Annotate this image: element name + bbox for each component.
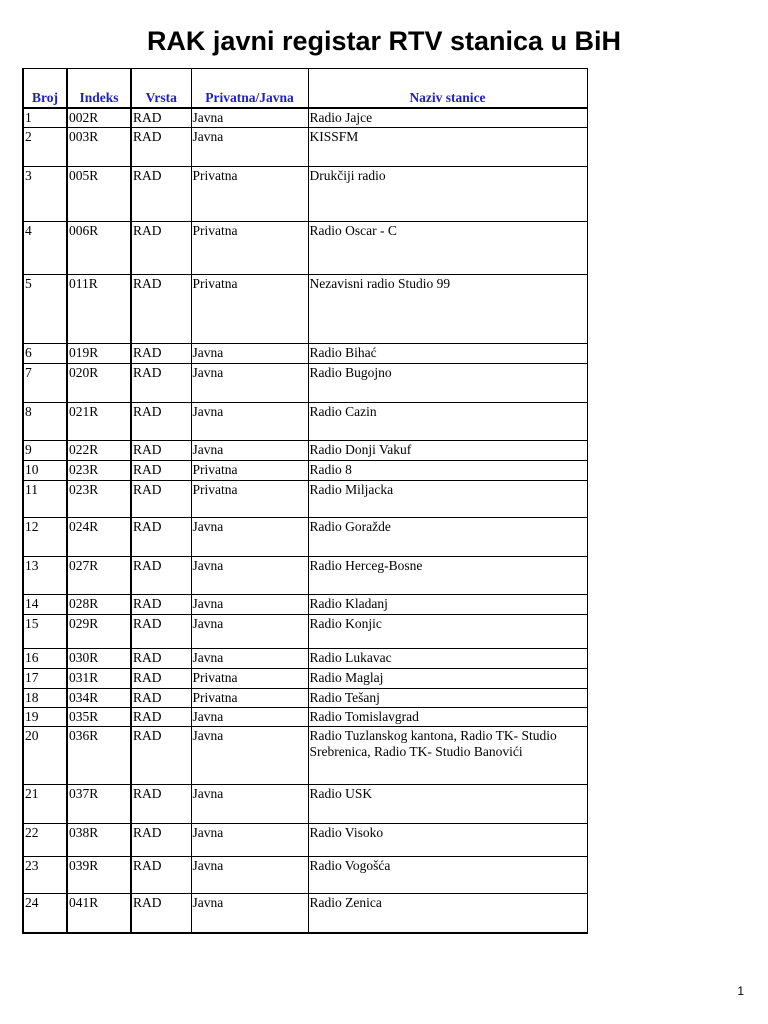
cell-naziv: Radio Cazin: [308, 402, 587, 440]
cell-naziv: Radio Bugojno: [308, 363, 587, 402]
cell-indeks: 011R: [67, 274, 131, 343]
table-row: [23, 480, 587, 517]
cell-naziv: Drukčiji radio: [308, 166, 587, 221]
cell-vrsta: RAD: [131, 274, 191, 343]
cell-naziv: Radio Konjic: [308, 614, 587, 648]
cell-broj: 23: [23, 856, 67, 893]
header-naziv-stanice: Naziv stanice: [308, 69, 587, 109]
cell-vrsta: RAD: [131, 363, 191, 402]
cell-broj: 4: [23, 221, 67, 274]
cell-indeks: 031R: [67, 668, 131, 688]
cell-indeks: 021R: [67, 402, 131, 440]
cell-privatna-javna: Javna: [191, 343, 308, 363]
cell-indeks: 030R: [67, 648, 131, 668]
cell-vrsta: RAD: [131, 648, 191, 668]
cell-broj: 6: [23, 343, 67, 363]
cell-broj: 7: [23, 363, 67, 402]
table-row: [23, 440, 587, 460]
cell-indeks: 002R: [67, 108, 131, 127]
header-indeks: Indeks: [67, 69, 131, 109]
cell-privatna-javna: Javna: [191, 726, 308, 784]
cell-vrsta: RAD: [131, 856, 191, 893]
cell-vrsta: RAD: [131, 127, 191, 166]
cell-indeks: 024R: [67, 517, 131, 556]
table-row: [23, 614, 587, 648]
cell-indeks: 019R: [67, 343, 131, 363]
cell-privatna-javna: Javna: [191, 127, 308, 166]
cell-indeks: 023R: [67, 460, 131, 480]
cell-indeks: 028R: [67, 594, 131, 614]
cell-naziv: Radio Tuzlanskog kantona, Radio TK- Studio Srebrenica, Radio TK- Studio Banovići: [308, 726, 587, 784]
cell-vrsta: RAD: [131, 823, 191, 856]
cell-indeks: 003R: [67, 127, 131, 166]
cell-broj: 17: [23, 668, 67, 688]
cell-privatna-javna: Javna: [191, 594, 308, 614]
cell-broj: 24: [23, 893, 67, 933]
cell-indeks: 036R: [67, 726, 131, 784]
cell-privatna-javna: Javna: [191, 893, 308, 933]
cell-indeks: 035R: [67, 707, 131, 726]
cell-naziv: Radio Zenica: [308, 893, 587, 933]
cell-broj: 16: [23, 648, 67, 668]
cell-broj: 9: [23, 440, 67, 460]
table-row: [23, 343, 587, 363]
cell-naziv: Radio Maglaj: [308, 668, 587, 688]
table-row: [23, 856, 587, 893]
table-row: [23, 707, 587, 726]
cell-privatna-javna: Privatna: [191, 480, 308, 517]
table-row: [23, 823, 587, 856]
cell-indeks: 006R: [67, 221, 131, 274]
cell-naziv: Radio Oscar - C: [308, 221, 587, 274]
cell-privatna-javna: Privatna: [191, 221, 308, 274]
cell-naziv: Radio 8: [308, 460, 587, 480]
cell-broj: 10: [23, 460, 67, 480]
header-row: [23, 69, 587, 109]
cell-privatna-javna: Javna: [191, 556, 308, 594]
cell-vrsta: RAD: [131, 614, 191, 648]
cell-broj: 5: [23, 274, 67, 343]
cell-privatna-javna: Javna: [191, 784, 308, 823]
cell-vrsta: RAD: [131, 688, 191, 707]
table-row: [23, 688, 587, 707]
cell-broj: 20: [23, 726, 67, 784]
cell-broj: 11: [23, 480, 67, 517]
cell-indeks: 020R: [67, 363, 131, 402]
cell-privatna-javna: Javna: [191, 108, 308, 127]
table-row: [23, 594, 587, 614]
cell-naziv: Radio Donji Vakuf: [308, 440, 587, 460]
cell-broj: 12: [23, 517, 67, 556]
table-row: [23, 274, 587, 343]
cell-privatna-javna: Javna: [191, 440, 308, 460]
cell-naziv: Radio Bihać: [308, 343, 587, 363]
cell-indeks: 039R: [67, 856, 131, 893]
table-row: [23, 784, 587, 823]
cell-privatna-javna: Privatna: [191, 274, 308, 343]
cell-naziv: Radio Jajce: [308, 108, 587, 127]
cell-naziv: Radio Goražde: [308, 517, 587, 556]
cell-vrsta: RAD: [131, 784, 191, 823]
cell-indeks: 041R: [67, 893, 131, 933]
cell-indeks: 027R: [67, 556, 131, 594]
cell-privatna-javna: Javna: [191, 856, 308, 893]
cell-naziv: Radio USK: [308, 784, 587, 823]
cell-indeks: 023R: [67, 480, 131, 517]
cell-naziv: Radio Lukavac: [308, 648, 587, 668]
table-row: [23, 517, 587, 556]
cell-privatna-javna: Privatna: [191, 166, 308, 221]
cell-naziv: Radio Tomislavgrad: [308, 707, 587, 726]
cell-vrsta: RAD: [131, 594, 191, 614]
cell-privatna-javna: Privatna: [191, 460, 308, 480]
cell-broj: 8: [23, 402, 67, 440]
cell-vrsta: RAD: [131, 166, 191, 221]
cell-privatna-javna: Javna: [191, 707, 308, 726]
cell-broj: 15: [23, 614, 67, 648]
cell-naziv: Radio Kladanj: [308, 594, 587, 614]
cell-vrsta: RAD: [131, 517, 191, 556]
table-row: [23, 363, 587, 402]
cell-privatna-javna: Javna: [191, 614, 308, 648]
cell-vrsta: RAD: [131, 343, 191, 363]
cell-vrsta: RAD: [131, 556, 191, 594]
table-row: [23, 460, 587, 480]
cell-vrsta: RAD: [131, 440, 191, 460]
header-vrsta: Vrsta: [131, 69, 191, 109]
cell-naziv: Radio Herceg-Bosne: [308, 556, 587, 594]
cell-broj: 18: [23, 688, 67, 707]
cell-privatna-javna: Javna: [191, 648, 308, 668]
header-broj: Broj: [23, 69, 67, 109]
cell-broj: 19: [23, 707, 67, 726]
cell-indeks: 029R: [67, 614, 131, 648]
cell-indeks: 005R: [67, 166, 131, 221]
cell-privatna-javna: Javna: [191, 823, 308, 856]
cell-broj: 22: [23, 823, 67, 856]
cell-broj: 1: [23, 108, 67, 127]
cell-vrsta: RAD: [131, 726, 191, 784]
cell-privatna-javna: Privatna: [191, 668, 308, 688]
cell-privatna-javna: Privatna: [191, 688, 308, 707]
table-row: [23, 127, 587, 166]
table-row: [23, 221, 587, 274]
cell-naziv: Radio Tešanj: [308, 688, 587, 707]
page-title: RAK javni registar RTV stanica u BiH: [146, 26, 622, 56]
cell-indeks: 038R: [67, 823, 131, 856]
cell-broj: 2: [23, 127, 67, 166]
table-row: [23, 166, 587, 221]
cell-vrsta: RAD: [131, 402, 191, 440]
cell-vrsta: RAD: [131, 893, 191, 933]
register-table: [22, 68, 588, 934]
table-row: [23, 556, 587, 594]
table-row: [23, 108, 587, 127]
cell-naziv: Nezavisni radio Studio 99: [308, 274, 587, 343]
cell-privatna-javna: Javna: [191, 402, 308, 440]
cell-naziv: Radio Vogošća: [308, 856, 587, 893]
cell-broj: 3: [23, 166, 67, 221]
cell-vrsta: RAD: [131, 221, 191, 274]
cell-vrsta: RAD: [131, 460, 191, 480]
cell-naziv: Radio Visoko: [308, 823, 587, 856]
cell-vrsta: RAD: [131, 108, 191, 127]
page-number: 1: [737, 984, 744, 998]
cell-privatna-javna: Javna: [191, 363, 308, 402]
cell-privatna-javna: Javna: [191, 517, 308, 556]
table-row: [23, 402, 587, 440]
cell-vrsta: RAD: [131, 707, 191, 726]
table-row: [23, 668, 587, 688]
table-row: [23, 648, 587, 668]
cell-naziv: KISSFM: [308, 127, 587, 166]
cell-broj: 21: [23, 784, 67, 823]
table-row: [23, 893, 587, 933]
cell-indeks: 022R: [67, 440, 131, 460]
table-row: [23, 726, 587, 784]
cell-naziv: Radio Miljacka: [308, 480, 587, 517]
cell-indeks: 034R: [67, 688, 131, 707]
cell-vrsta: RAD: [131, 480, 191, 517]
cell-vrsta: RAD: [131, 668, 191, 688]
cell-broj: 13: [23, 556, 67, 594]
cell-indeks: 037R: [67, 784, 131, 823]
header-privatna-javna: Privatna/Javna: [191, 69, 308, 109]
cell-broj: 14: [23, 594, 67, 614]
